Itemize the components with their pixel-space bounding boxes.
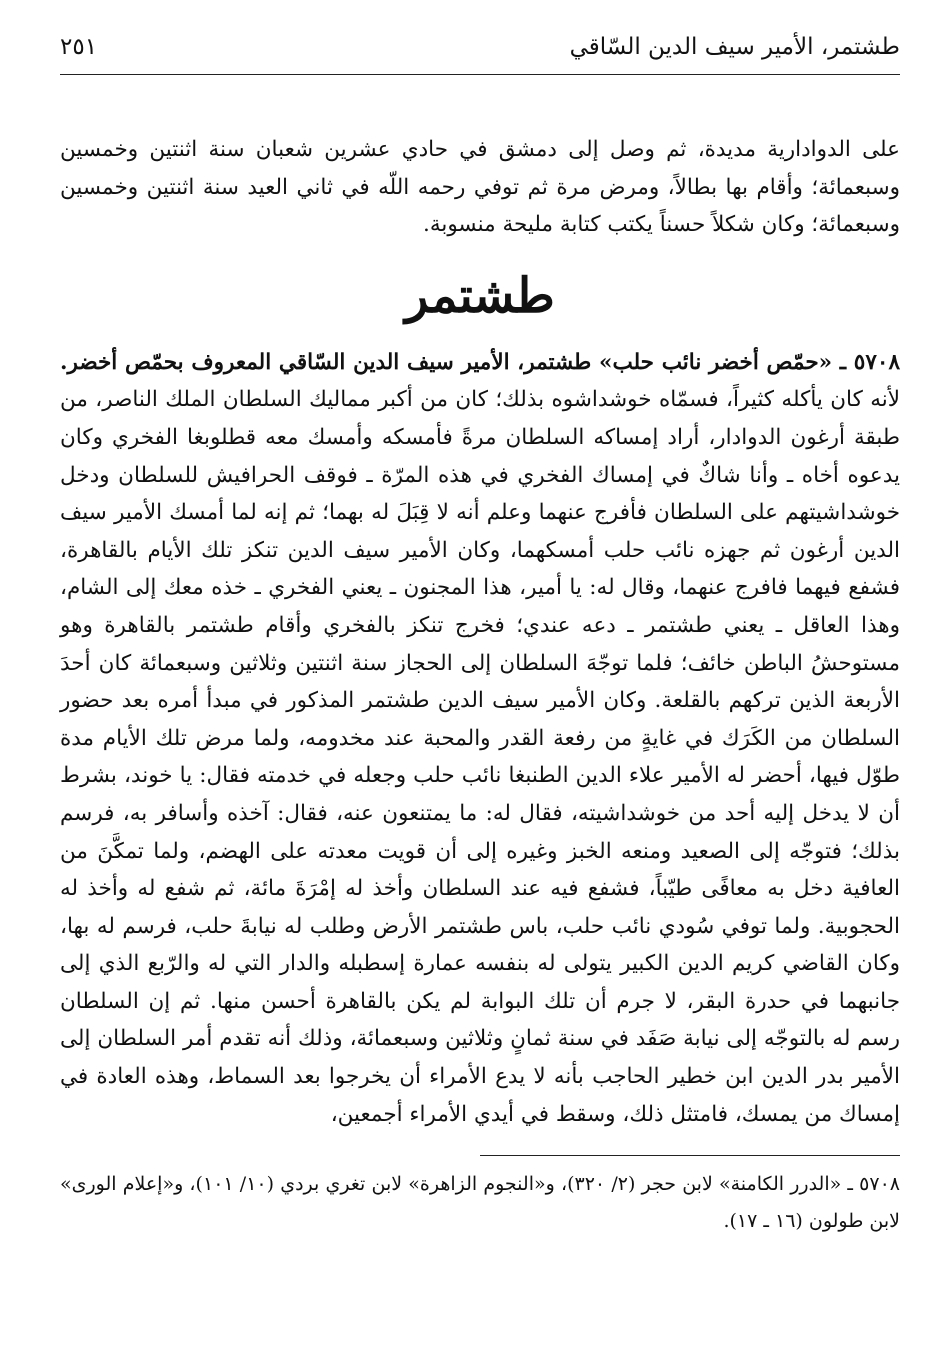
entry-text: لأنه كان يأكله كثيراً، فسمّاه خوشداشوه بذلك؛ كان من أكبر مماليك السلطان الملك الناصر، من طبقة أرغون الدوادار، أراد إمساكه السلطان مرةً فأمسكه وأمسك معه قطلوبغا الفخري وكان يدعوه أخاه ـ وأنا شاكٌ في إمساك الفخري في هذه المرّة ـ فوقف الحرافيش للسلطان ودخل خوشداشيتهم على السلطان فأفرج عنهما وعلم أنه لا قِبَلَ له بهما؛ ثم إنه لما أمسك الأمير سيف الدين أرغون ثم جهزه نائب حلب أمسكهما، وكان الأمير سيف الدين تنكز تلك الأيام بالقاهرة، فشفع فيهما فافرج عنهما، وقال له: يا أمير، هذا المجنون ـ يعني الفخري ـ خذه معك إلى الشام، وهذا العاقل ـ يعني طشتمر ـ دعه عندي؛ فخرج تنكز بالفخري وأقام طشتمر بالقاهرة وهو مستوحشُ الباطن خائف؛ فلما توجّهَ السلطان إلى الحجاز سنة اثنتين وثلاثين وسبعمائة كان أحدَ الأربعة الذين تركهم بالقلعة. وكان الأمير سيف الدين طشتمر المذكور في مبدأ أمره بعد حضور السلطان من الكَرَك في غايةٍ من رفعة القدر والمحبة عند مخدومه، ولما مرض تلك الأيام مدة طوّل فيها، أحضر له الأمير علاء الدين الطنبغا نائب حلب وجعله في خدمته فقال: يا خوند، بشرط أن لا يدخل إليه أحد من خوشداشيته، فقال له: ما يمتنعون عنه، فقال: آخذه وأسافر به، فرسم بذلك؛ فتوجّه إلى الصعيد ومنعه الخبز وغيره إلى أن قويت معدته على الهضم، ولما تمكَّنَ من العافية دخل به معافًى طيّباً، فشفع فيه عند السلطان وأخذ له إمْرَةَ مائة، ثم شفع له وأخذ له الحجوبية. ولما توفي سُودي نائب حلب، باس طشتمر الأرض وطلب له نيابةَ حلب، فرسم له بها، وكان القاضي كريم الدين الكبير يتولى له بنفسه عمارة إسطبله والدار التي له والرّبع الذي إلى جانبهما في حدرة البقر، لا جرم أن تلك البوابة لم يكن بالقاهرة أحسن منها. ثم إن السلطان رسم له بالتوجّه إلى نيابة صَفَد في سنة ثمانٍ وثلاثين وسبعمائة، وذلك أنه تقدم أمر السلطان إلى الأمير بدر الدين ابن خطير الحاجب بأنه لا يدع الأمراء أن يخرجوا بعد السماط، وهذه العادة في إمساك من يمسك، فامتثل ذلك، وسقط في أيدي الأمراء أجمعين، <box>60 387 900 1127</box>
page-number: ٢٥١ <box>60 34 98 60</box>
running-header <box>60 30 900 75</box>
running-title: طشتمر، الأمير سيف الدين السّاقي <box>569 34 900 60</box>
footnote-separator <box>480 1155 900 1156</box>
continued-paragraph: على الدوادارية مديدة، ثم وصل إلى دمشق في حادي عشرين شعبان سنة اثنتين وخمسين وسبعمائة؛ وأقام بها بطالاً، ومرض مرة ثم توفي رحمه اللّه في ثاني العيد سنة اثنتين وخمسين وسبعمائة؛ وكان شكلاً حسناً يكتب كتابة مليحة منسوبة. <box>60 137 900 238</box>
entry-heading: ٥٧٠٨ ـ «حمّص أخضر نائب حلب» طشتمر، الأمير سيف الدين السّاقي المعروف بحمّص أخضر. <box>60 349 900 375</box>
footnote: ٥٧٠٨ ـ «الدرر الكامنة» لابن حجر (٢/ ٣٢٠)، و«النجوم الزاهرة» لابن تغري بردي (١٠/ ١٠١)، و«إعلام الورى» لابن طولون (١٦ ـ ١٧). <box>60 1173 900 1233</box>
section-title: طشتمر <box>405 267 555 324</box>
book-page <box>60 30 900 1350</box>
entry-paragraph <box>60 344 900 1133</box>
